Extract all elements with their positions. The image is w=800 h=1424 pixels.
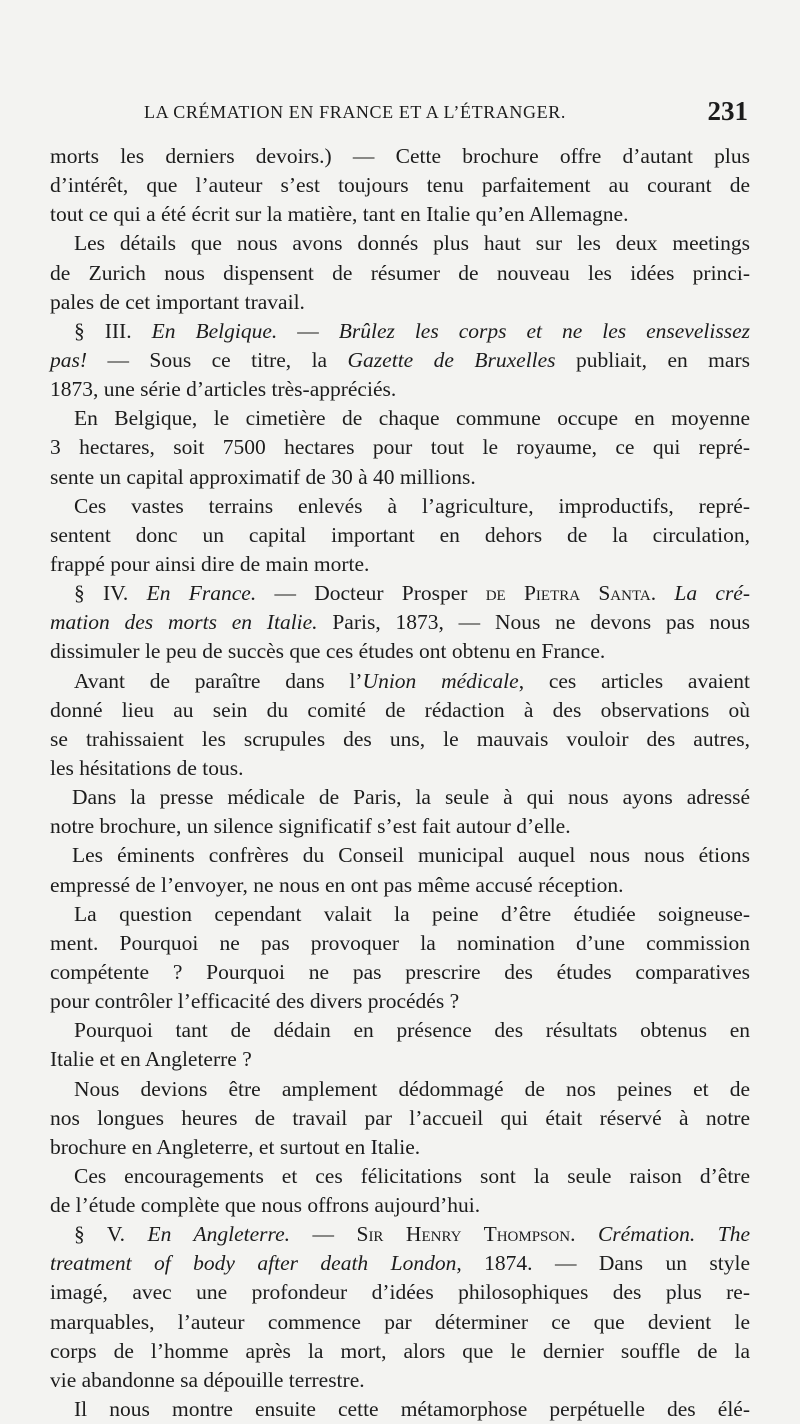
text-segment: La question cependant valait la peine d’être étudiée soigneuse- [74,901,750,926]
text-line [50,492,750,521]
text-line [50,200,750,229]
text-segment: Avant de paraître dans l’ [74,668,363,693]
text-line [50,1133,750,1162]
text-segment: . [570,1222,598,1247]
text-segment: publiait, en mars [555,347,750,372]
text-line [50,550,750,579]
text-segment: frappé pour ainsi dire de main morte. [50,551,370,576]
text-segment: . [650,581,675,606]
text-segment: empressé de l’envoyer, ne nous en ont pas même accusé réception. [50,872,624,897]
text-segment: 1873, une série d’articles très-appréciés. [50,377,397,402]
text-line [50,288,750,317]
text-segment: corps de l’homme après la mort, alors que le dernier souffle de la [50,1338,750,1363]
text-line [50,1016,750,1045]
text-line [50,696,750,725]
text-segment: Les éminents confrères du Conseil municipal auquel nous nous étions [72,843,750,868]
text-segment: § III. [74,318,152,343]
text-segment: compétente ? Pourquoi ne pas prescrire des études comparatives [50,959,750,984]
text-segment: de l’étude complète que nous offrons aujourd’hui. [50,1193,481,1218]
text-segment: pales de cet important travail. [50,289,305,314]
text-segment: Il nous montre ensuite cette métamorphose perpétuelle des élé- [74,1397,750,1422]
text-line [50,346,750,375]
text-segment: Gazette de Bruxelles [347,347,556,372]
text-segment: , ces articles avaient [518,668,750,693]
text-segment: sente un capital approximatif de 30 à 40 millions. [50,464,476,489]
text-line [50,1162,750,1191]
text-segment: Dans la presse médicale de Paris, la seule à qui nous ayons adressé [72,785,750,810]
text-segment: tout ce qui a été écrit sur la matière, tant en Italie qu’en Allemagne. [50,202,629,227]
text-line [50,1337,750,1366]
text-line [50,521,750,550]
text-segment: § IV. [74,581,147,606]
text-line [50,171,750,200]
text-segment: Pourquoi tant de dédain en présence des résultats obtenus en [74,1018,750,1043]
text-line [50,725,750,754]
text-line [50,987,750,1016]
text-line [50,375,750,404]
text-segment: ment. Pourquoi ne pas provoquer la nomination d’une commission [50,930,750,955]
text-segment: Union médicale [362,668,519,693]
text-segment: de Pietra Santa [485,581,651,606]
text-line [50,1191,750,1220]
text-segment: En Angleterre. [147,1222,290,1247]
text-line [50,1395,750,1424]
text-line [50,404,750,433]
text-line [50,1366,750,1395]
text-segment: 3 hectares, soit 7500 hectares pour tout le royaume, ce qui repré- [50,435,750,460]
text-segment: Les détails que nous avons donnés plus haut sur les deux meetings [74,231,750,256]
text-line [50,754,750,783]
text-line [50,1220,750,1249]
text-segment: Ces vastes terrains enlevés à l’agriculture, improductifs, repré- [74,493,750,518]
text-segment [368,1251,390,1275]
text-segment: les hésitations de tous. [50,755,244,780]
text-segment: donné lieu au sein du comité de rédaction à des observations où [50,697,750,722]
text-line [50,259,750,288]
text-segment: Paris, 1873, — Nous ne devons pas nous [317,610,750,635]
text-line [50,463,750,492]
text-line [50,900,750,929]
text-line [50,1278,750,1307]
text-segment: — Sous ce titre, la [87,347,348,372]
text-segment: marquables, l’auteur commence par déterminer ce que devient le [50,1309,750,1334]
text-segment: En France. [146,581,257,606]
text-line [50,1075,750,1104]
text-line [50,1104,750,1133]
text-segment: , 1874. — Dans un style [456,1251,751,1276]
page-header [58,96,748,130]
text-segment: — Docteur Prosper [256,581,486,606]
text-segment: — [290,1222,357,1247]
text-segment: vie abandonne sa dépouille terrestre. [50,1367,365,1392]
body-text [50,142,750,1424]
text-line [50,1308,750,1337]
text-segment: imagé, avec une profondeur d’idées philosophiques des plus re- [50,1280,750,1305]
text-line [50,1045,750,1074]
text-line [50,871,750,900]
text-segment: En Belgique, le cimetière de chaque commune occupe en moyenne [74,406,750,431]
text-segment: § V. [74,1222,148,1247]
text-line [50,783,750,812]
text-line [50,958,750,987]
text-segment: En Belgique. [151,318,278,343]
text-segment: treatment of body after death [50,1251,369,1276]
text-segment: nos longues heures de travail par l’accueil qui était réservé à notre [50,1105,750,1130]
text-line [50,608,750,637]
text-line [50,637,750,666]
text-line [50,812,750,841]
text-line [50,1249,750,1278]
text-segment: Ces encouragements et ces félicitations sont la seule raison d’être [74,1163,750,1188]
text-segment: La cré- [674,581,751,606]
text-segment: dissimuler le peu de succès que ces études ont obtenu en France. [50,639,606,664]
text-segment: London [390,1251,457,1276]
text-line [50,841,750,870]
text-segment: se trahissaient les scrupules des uns, le mauvais vouloir des autres, [50,726,750,751]
text-segment: Brûlez les corps et ne les ensevelissez [338,318,750,343]
running-title: LA CRÉMATION EN FRANCE ET A L’ÉTRANGER. [144,102,566,122]
text-segment: brochure en Angleterre, et surtout en Italie. [50,1134,421,1159]
text-segment: Italie et en Angleterre ? [50,1047,252,1072]
text-segment: Sir Henry Thompson [356,1222,571,1247]
text-segment: notre brochure, un silence significatif s’est fait autour d’elle. [50,814,571,839]
text-line [50,579,750,608]
text-line [50,929,750,958]
text-segment: Crémation. The [597,1222,751,1247]
text-segment: — [277,318,339,343]
text-segment: sentent donc un capital important en dehors de la circulation, [50,522,750,547]
text-line [50,229,750,258]
text-segment: morts les derniers devoirs.) — Cette brochure offre d’autant plus [50,144,750,168]
text-segment: de Zurich nous dispensent de résumer de nouveau les idées princi- [50,260,750,285]
text-line [50,433,750,462]
text-line [50,317,750,346]
page-number: 231 [707,96,748,126]
text-line [50,142,750,171]
text-segment: pas! [50,347,88,372]
text-segment: Nous devions être amplement dédommagé de nos peines et de [74,1076,750,1101]
text-segment: mation des morts en Italie. [50,610,318,635]
text-line [50,667,750,696]
text-segment: pour contrôler l’efficacité des divers procédés ? [50,989,460,1014]
text-segment: d’intérêt, que l’auteur s’est toujours tenu parfaitement au courant de [50,173,750,198]
